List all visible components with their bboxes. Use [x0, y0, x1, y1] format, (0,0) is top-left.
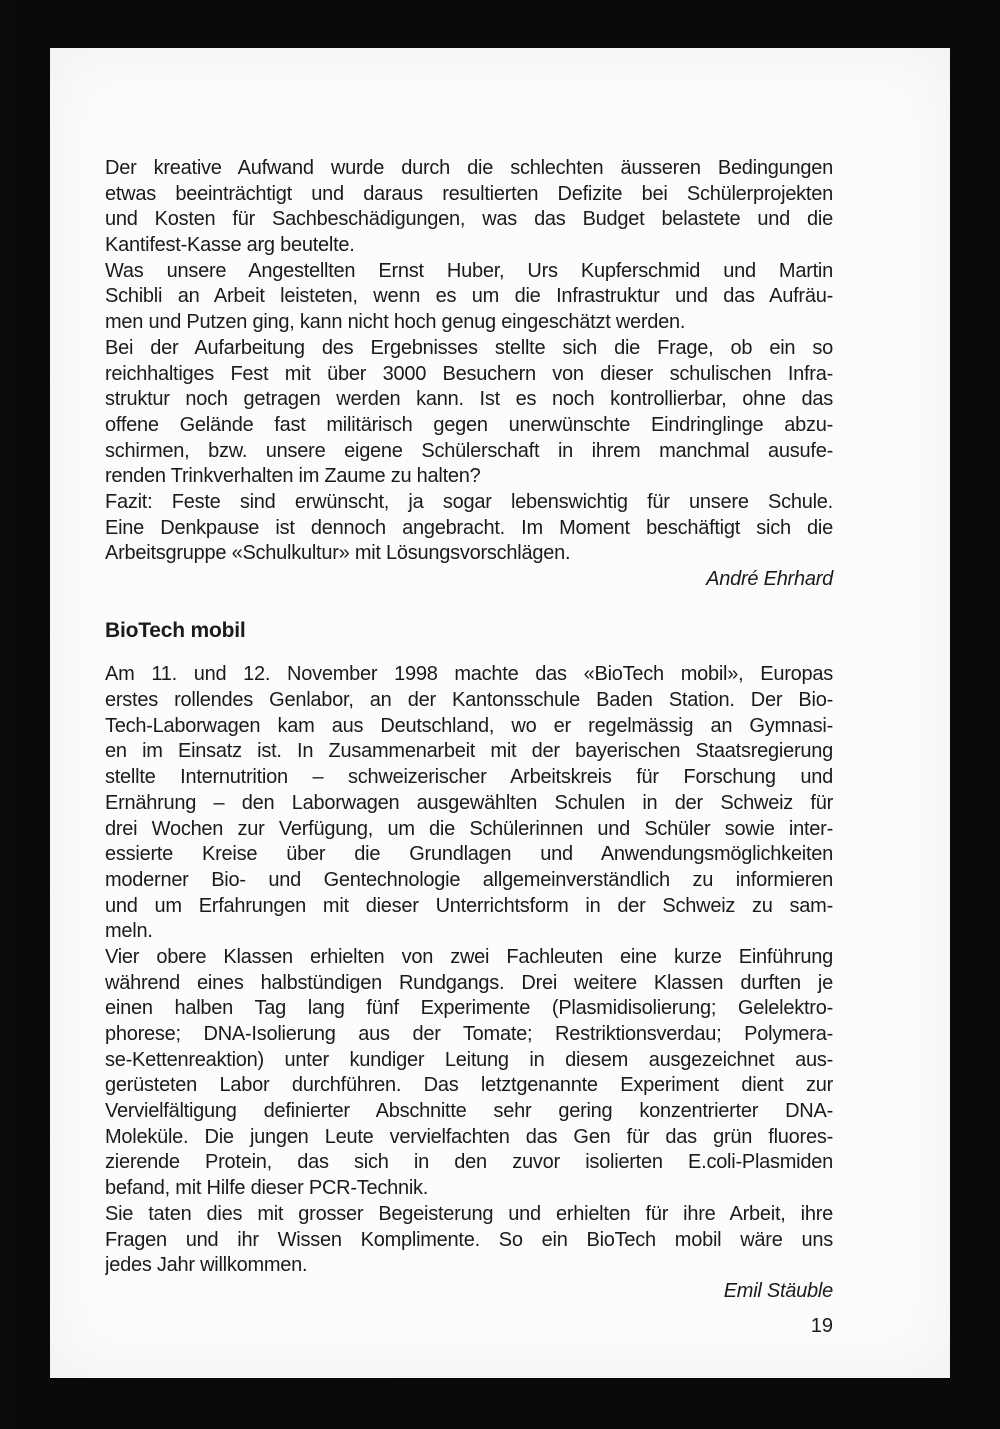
- text-line: befand, mit Hilfe dieser PCR-Technik.: [105, 1177, 429, 1200]
- text-line: schirmen, bzw. unsere eigene Schülerschaft in ihrem manchmal ausufe-: [105, 439, 833, 462]
- text-line: zierende Protein, das sich in den zuvor isolierten E.coli-Plasmiden: [105, 1151, 833, 1174]
- paragraph: [105, 945, 833, 1202]
- text-line: Tech-Laborwagen kam aus Deutschland, wo er regelmässig an Gymnasi-: [105, 714, 833, 737]
- text-line: Moleküle. Die jungen Leute vervielfachten das Gen für das grün fluores-: [105, 1125, 833, 1148]
- text-line: struktur noch getragen werden kann. Ist es noch kontrollierbar, ohne das: [105, 388, 833, 411]
- paragraph: [105, 259, 833, 336]
- text-line: Ernährung – den Laborwagen ausgewählten Schulen in der Schweiz für: [105, 791, 833, 814]
- text-line: Eine Denkpause ist dennoch angebracht. Im Moment beschäftigt sich die: [105, 516, 833, 539]
- text-line: se-Kettenreaktion) unter kundiger Leitung in diesem ausgezeichnet aus-: [105, 1048, 833, 1071]
- text-line: drei Wochen zur Verfügung, um die Schülerinnen und Schüler sowie inter-: [105, 817, 833, 840]
- text-line: en im Einsatz ist. In Zusammenarbeit mit der bayerischen Staatsregierung: [105, 740, 833, 763]
- text-line: gerüsteten Labor durchführen. Das letztgenannte Experiment dient zur: [105, 1074, 833, 1097]
- text-line: etwas beeinträchtigt und daraus resultierten Defizite bei Schülerprojekten: [105, 182, 833, 205]
- text-line: moderner Bio- und Gentechnologie allgemeinverständlich zu informieren: [105, 868, 833, 891]
- page-number: 19: [810, 1315, 833, 1337]
- text-line: phorese; DNA-Isolierung aus der Tomate; Restriktionsverdau; Polymera-: [105, 1023, 833, 1045]
- text-line: Am 11. und 12. November 1998 machte das «BioTech mobil», Europas: [105, 663, 833, 686]
- text-line: Fazit: Feste sind erwünscht, ja sogar lebenswichtig für unsere Schule.: [105, 490, 833, 513]
- author-signature: André Ehrhard: [706, 568, 833, 590]
- scanned-page: [50, 48, 950, 1378]
- text-line: jedes Jahr willkommen.: [105, 1254, 308, 1277]
- paragraph: [105, 662, 833, 945]
- text-line: Schibli an Arbeit leisteten, wenn es um die Infrastruktur und das Aufräu-: [105, 285, 833, 308]
- text-line: Vier obere Klassen erhielten von zwei Fachleuten eine kurze Einführung: [105, 945, 833, 968]
- text-line: und Kosten für Sachbeschädigungen, was das Budget belastete und die: [105, 208, 833, 231]
- paragraph: [105, 156, 833, 259]
- text-line: renden Trinkverhalten im Zaume zu halten?: [105, 465, 481, 488]
- text-line: Sie taten dies mit grosser Begeisterung und erhielten für ihre Arbeit, ihre: [105, 1202, 833, 1225]
- text-line: und um Erfahrungen mit dieser Unterrichtsform in der Schweiz zu sam-: [105, 894, 833, 917]
- text-line: Kantifest-Kasse arg beutelte.: [105, 234, 355, 257]
- text-block: [105, 156, 833, 1305]
- text-line: Fragen und ihr Wissen Komplimente. So ein BioTech mobil wäre uns: [105, 1228, 833, 1251]
- paragraph: [105, 490, 833, 567]
- text-line: Vervielfältigung definierter Abschnitte sehr gering konzentrierter DNA-: [105, 1100, 833, 1123]
- text-line: Was unsere Angestellten Ernst Huber, Urs Kupferschmid und Martin: [105, 259, 833, 282]
- text-line: erstes rollendes Genlabor, an der Kantonsschule Baden Station. Der Bio-: [105, 689, 833, 712]
- text-line: meln.: [105, 920, 153, 943]
- author-signature: Emil Stäuble: [723, 1279, 833, 1302]
- text-line: einen halben Tag lang fünf Experimente (Plasmidisolierung; Gelelektro-: [105, 997, 833, 1020]
- text-line: offene Gelände fast militärisch gegen unerwünschte Eindringlinge abzu-: [105, 413, 833, 436]
- text-line: Arbeitsgruppe «Schulkultur» mit Lösungsvorschlägen.: [105, 542, 571, 565]
- text-line: men und Putzen ging, kann nicht hoch genug eingeschätzt werden.: [105, 311, 686, 334]
- text-line: essierte Kreise über die Grundlagen und Anwendungsmöglichkeiten: [105, 843, 833, 866]
- text-line: Bei der Aufarbeitung des Ergebnisses stellte sich die Frage, ob ein so: [105, 336, 833, 359]
- paragraph: [105, 336, 833, 490]
- section-heading: BioTech mobil: [105, 618, 246, 642]
- text-line: während eines halbstündigen Rundgangs. Drei weitere Klassen durften je: [105, 971, 833, 994]
- text-line: reichhaltiges Fest mit über 3000 Besuchern von dieser schulischen Infra-: [105, 362, 833, 385]
- paragraph: [105, 1202, 833, 1279]
- text-line: Der kreative Aufwand wurde durch die schlechten äusseren Bedingungen: [105, 157, 833, 179]
- text-line: stellte Internutrition – schweizerischer Arbeitskreis für Forschung und: [105, 766, 833, 789]
